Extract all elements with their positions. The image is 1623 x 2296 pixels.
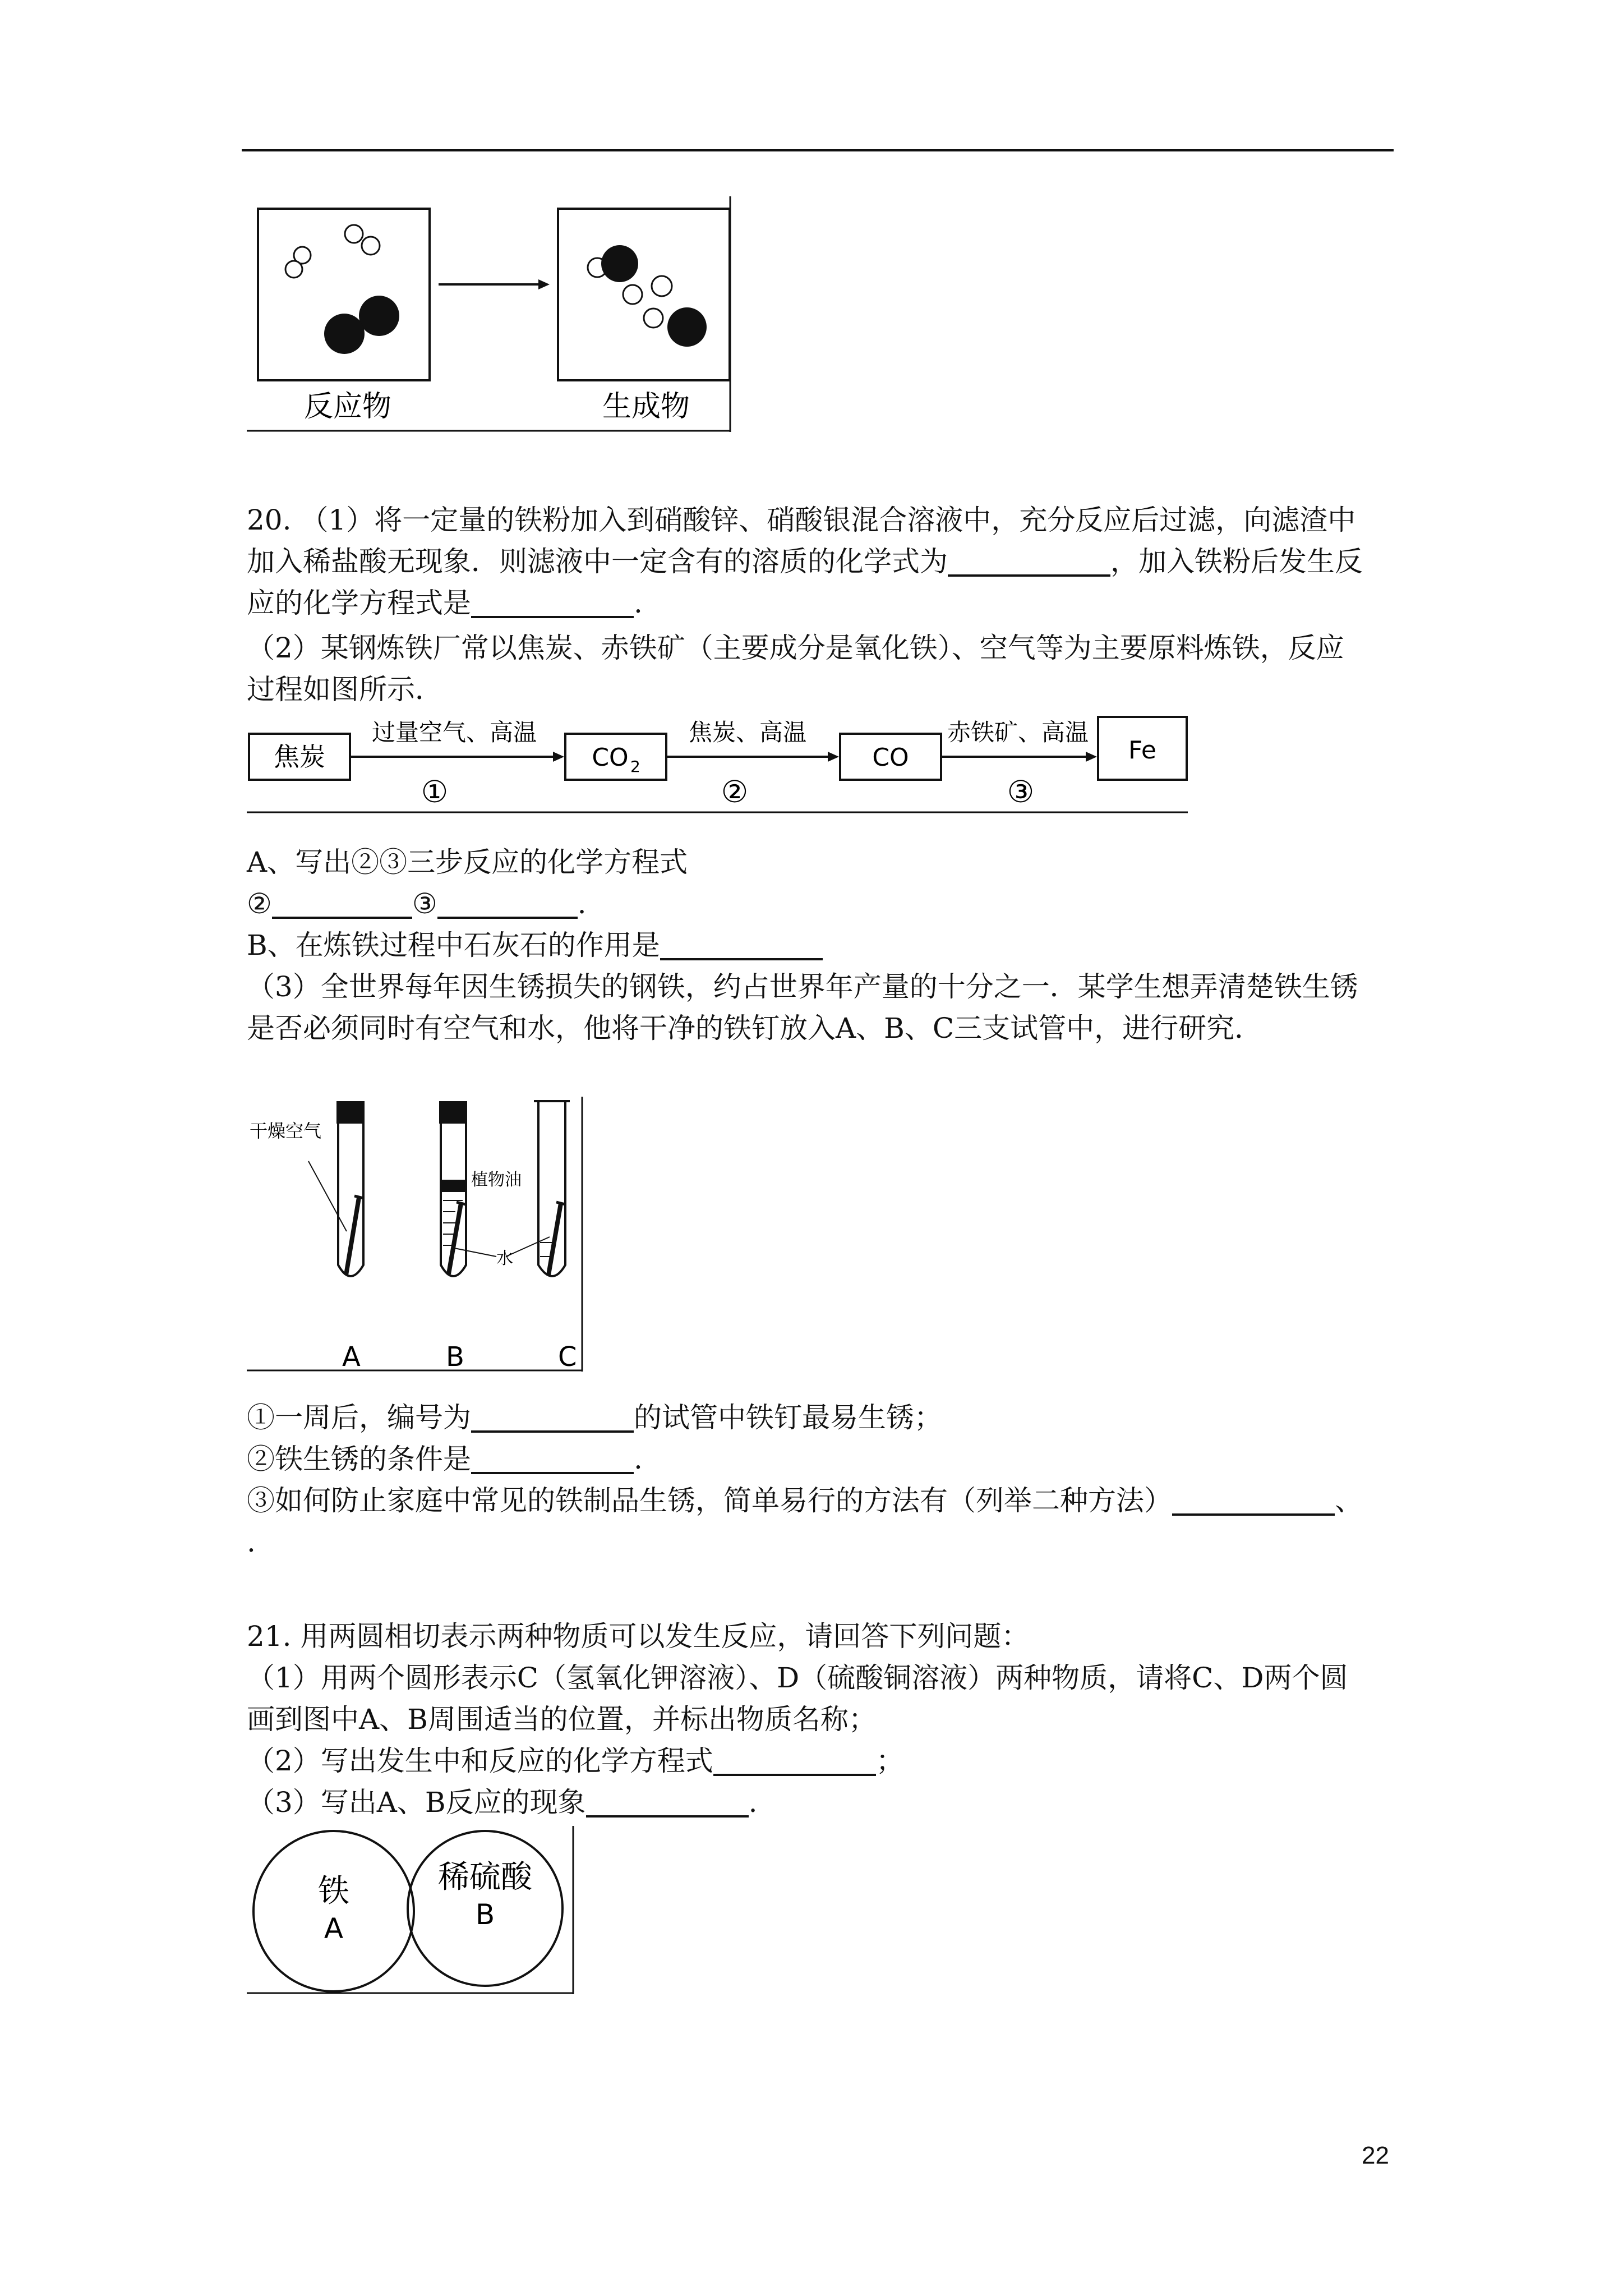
flow-step-1: ① xyxy=(421,774,449,809)
answer-blank[interactable] xyxy=(471,1401,634,1433)
q20-line-6: A、写出②③三步反应的化学方程式 xyxy=(247,846,688,878)
q20-line-11: ①一周后，编号为 的试管中铁钉最易生锈； xyxy=(247,1401,942,1434)
q21-line-3: 画到图中A、B周围适当的位置，并标出物质名称； xyxy=(247,1703,877,1736)
product-box xyxy=(558,209,730,380)
reactant-label: 反应物 xyxy=(303,390,392,424)
white-atom xyxy=(644,309,663,328)
circle-a-letter: A xyxy=(324,1912,344,1945)
q20-line-4: （2）某钢炼铁厂常以焦炭、赤铁矿（主要成分是氧化铁）、空气等为主要原料炼铁，反应 xyxy=(247,632,1344,664)
header-rule xyxy=(242,149,1394,151)
circle-b-name: 稀硫酸 xyxy=(438,1859,532,1895)
answer-blank[interactable] xyxy=(471,1443,634,1474)
black-atom xyxy=(601,245,638,282)
product-label: 生成物 xyxy=(602,390,690,424)
tube-a-label: A xyxy=(342,1341,361,1373)
q20-line-14: . xyxy=(247,1526,256,1558)
answer-blank[interactable] xyxy=(948,545,1110,577)
answer-blank[interactable] xyxy=(586,1786,749,1818)
white-atom xyxy=(285,261,302,278)
q21-line-5: （3）写出A、B反应的现象 . xyxy=(247,1786,758,1819)
water-label: 水 xyxy=(496,1249,513,1268)
white-atom xyxy=(362,237,380,255)
answer-blank[interactable] xyxy=(713,1745,876,1776)
black-atom xyxy=(324,314,365,354)
tube-b-label: B xyxy=(446,1341,464,1373)
q20-line-13: ③如何防止家庭中常见的铁制品生锈，简单易行的方法有（列举二种方法） 、 xyxy=(247,1484,1363,1517)
flow-arrow-2-label: 焦炭、高温 xyxy=(688,719,807,746)
tangent-circles-figure xyxy=(247,1826,575,2000)
q20-line-9: （3）全世界每年因生锈损失的钢铁，约占世界年产量的十分之一．某学生想弄清楚铁生锈 xyxy=(247,970,1358,1003)
molecule-reaction-figure xyxy=(247,196,735,438)
tube-c-label: C xyxy=(558,1341,577,1373)
circle-a-name: 铁 xyxy=(318,1873,349,1910)
q20-line-8: B、在炼铁过程中石灰石的作用是 xyxy=(247,924,823,966)
dry-air-label: 干燥空气 xyxy=(250,1120,322,1142)
white-atom xyxy=(623,285,642,304)
answer-blank[interactable] xyxy=(471,587,634,618)
answer-blank[interactable] xyxy=(437,887,578,919)
circle-a xyxy=(253,1831,414,1991)
flow-step-2: ② xyxy=(721,774,749,809)
white-atom xyxy=(345,225,363,243)
flow-step-3: ③ xyxy=(1007,774,1035,809)
flow-arrow-1-label: 过量空气、高温 xyxy=(371,719,537,746)
q20-line-12: ②铁生锈的条件是 . xyxy=(247,1443,643,1475)
flow-box-co2-label: CO xyxy=(592,743,629,772)
flow-arrow-3-label: 赤铁矿、高温 xyxy=(947,719,1089,746)
answer-blank[interactable] xyxy=(660,929,823,960)
q20-line-1: 20. （1）将一定量的铁粉加入到硝酸锌、硝酸银混合溶液中，充分反应后过滤，向滤渣中 xyxy=(247,504,1356,536)
reactant-box xyxy=(258,209,430,380)
answer-blank[interactable] xyxy=(1172,1484,1335,1516)
answer-blank[interactable] xyxy=(272,887,412,919)
test-tubes-figure xyxy=(247,1097,583,1377)
q20-line-5: 过程如图所示． xyxy=(247,673,443,706)
vegetable-oil-label: 植物油 xyxy=(471,1170,522,1190)
q21-line-4: （2）写出发生中和反应的化学方程式 ； xyxy=(247,1745,904,1777)
circle-b-letter: B xyxy=(475,1898,495,1931)
black-atom xyxy=(359,296,399,336)
q21-line-2: （1）用两个圆形表示C（氢氧化钾溶液）、D（硫酸铜溶液）两种物质，请将C、D两个圆 xyxy=(247,1662,1348,1694)
q21-line-1: 21. 用两圆相切表示两种物质可以发生反应，请回答下列问题： xyxy=(247,1620,1030,1653)
flow-box-co-label: CO xyxy=(872,743,909,772)
flow-box-co2-subscript: 2 xyxy=(630,757,640,776)
q20-line-7: ② ③ . xyxy=(247,887,587,920)
ironmaking-flow-diagram xyxy=(247,711,1189,818)
page-number: 22 xyxy=(1362,2142,1389,2169)
black-atom xyxy=(667,307,707,347)
test-tube-c xyxy=(534,1101,570,1276)
q20-line-3: 应的化学方程式是 . xyxy=(247,587,643,619)
flow-box-coke-label: 焦炭 xyxy=(274,742,325,772)
flow-box-fe-label: Fe xyxy=(1128,736,1156,765)
q20-line-10: 是否必须同时有空气和水，他将干净的铁钉放入A、B、C三支试管中，进行研究． xyxy=(247,1012,1263,1045)
white-atom xyxy=(652,276,672,296)
q20-line-2: 加入稀盐酸无现象．则滤液中一定含有的溶质的化学式为 ，加入铁粉后发生反 xyxy=(247,545,1363,578)
